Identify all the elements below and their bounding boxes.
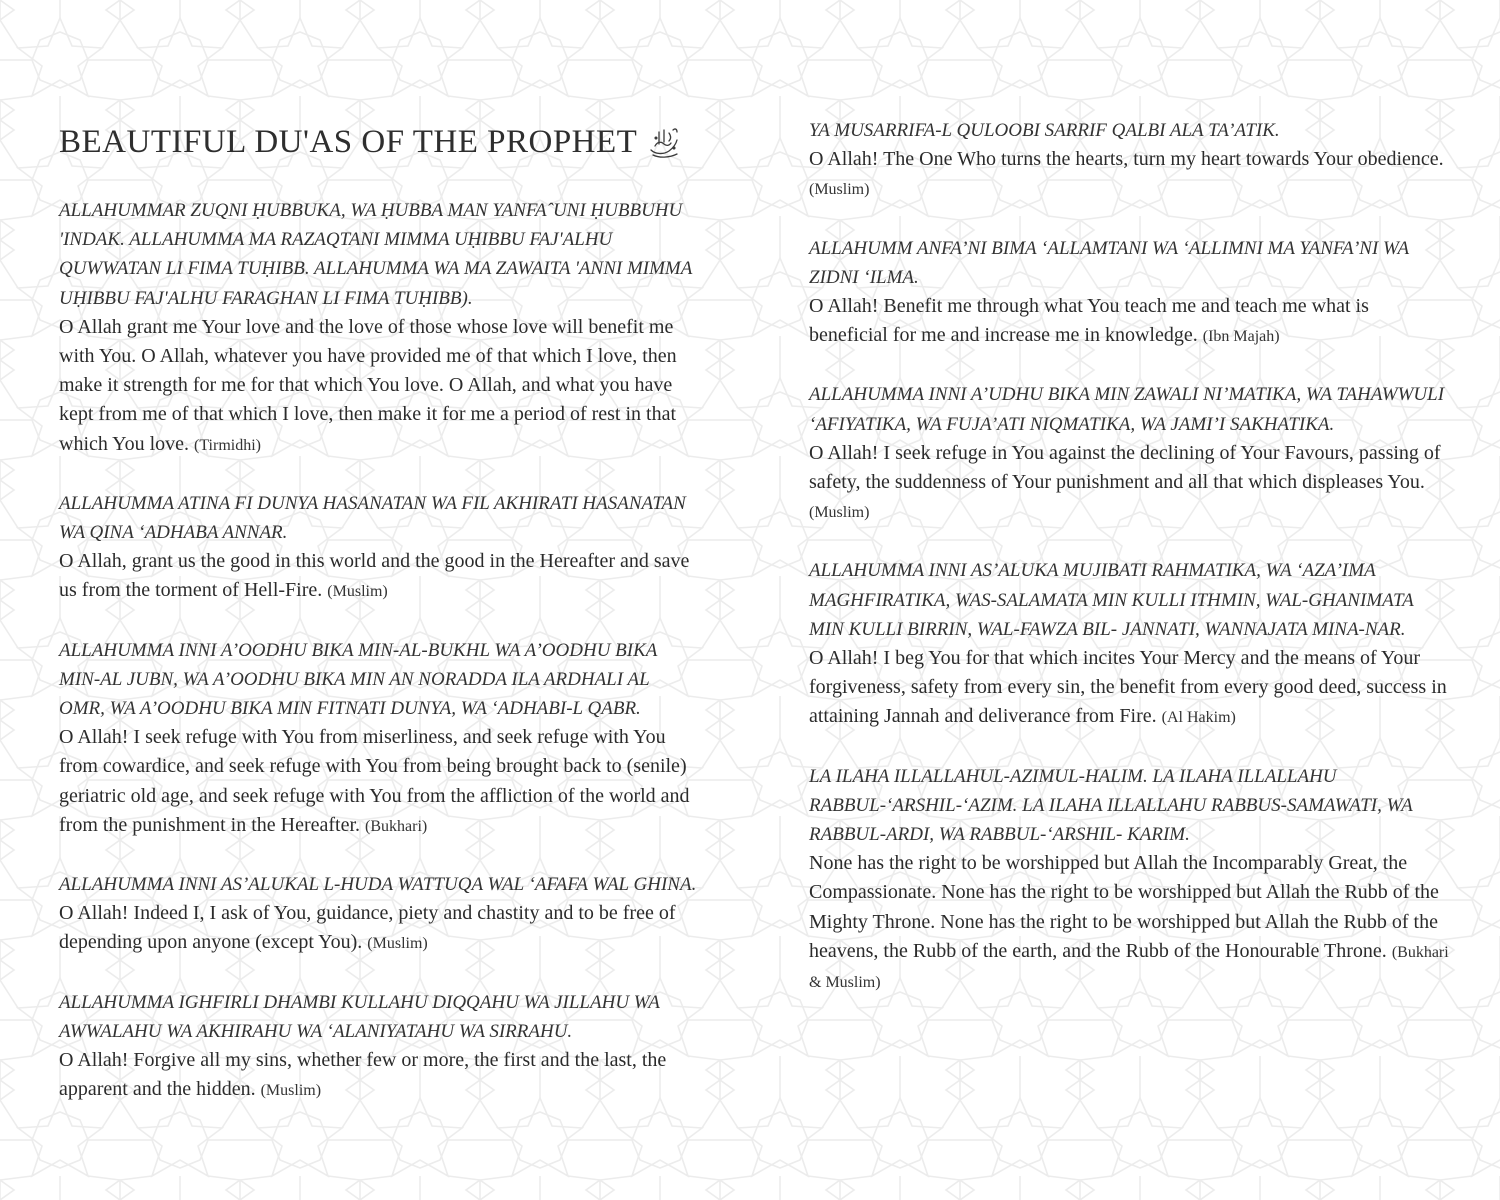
dua-translation xyxy=(59,1046,699,1105)
salawat-calligraphy-icon xyxy=(647,124,681,160)
dua-entry xyxy=(59,636,699,841)
dua-translation xyxy=(59,899,699,958)
dua-source: (Muslim) xyxy=(809,181,870,199)
dua-translation-text: O Allah! Indeed I, I ask of You, guidance, piety and chastity and to be free of depending upon anyone (except You). xyxy=(59,902,676,954)
dua-translation-text: O Allah! The One Who turns the hearts, turn my heart towards Your obedience. xyxy=(809,148,1444,171)
dua-translation-text: O Allah! I seek refuge in You against the declining of Your Favours, passing of safety, the suddenness of Your punishment and all that which displeases You. xyxy=(809,441,1441,494)
dua-translation xyxy=(59,313,699,460)
dua-source: (Bukhari) xyxy=(365,817,428,835)
dua-translation-text: O Allah! I beg You for that which incites Your Mercy and the means of Your forgiveness, safety from every sin, the benefit from every good deed, success in attaining Jannah and deliverance from Fire. xyxy=(809,647,1447,728)
dua-entry xyxy=(59,489,699,607)
dua-translation-text: O Allah! Benefit me through what You teach me and teach me what is beneficial for me and increase me in knowledge. xyxy=(809,295,1369,347)
dua-translation-text: O Allah! Forgive all my sins, whether few or more, the first and the last, the apparent and the hidden. xyxy=(59,1049,667,1101)
dua-translation-text: O Allah! I seek refuge with You from miserliness, and seek refuge with You from cowardice, and seek refuge with You from being brought back to (senile) geriatric old age, and seek refuge with You from the affliction of the world and from the punishment in the Hereafter. xyxy=(59,726,690,836)
dua-source: (Tirmidhi) xyxy=(194,436,261,454)
dua-entry xyxy=(809,556,1449,732)
dua-transliteration: ALLAHUMMA INNI AS’ALUKAL L-HUDA WATTUQA WAL ‘AFAFA WAL GHINA. xyxy=(59,874,697,896)
dua-source: (Muslim) xyxy=(809,504,870,522)
dua-source: (Ibn Majah) xyxy=(1202,328,1280,346)
dua-transliteration: ALLAHUMMA INNI AS’ALUKA MUJIBATI RAHMATIKA, WA ‘AZA’IMA MAGHFIRATIKA, WAS-SALAMATA MIN KULLI ITHMIN, WAL-GHANIMATA MIN KULLI BIRRIN, WAL-FAWZA BIL- JANNATI, WANNAJATA MINA-NAR. xyxy=(809,560,1414,640)
dua-transliteration: ALLAHUMMA ATINA FI DUNYA HASANATAN WA FIL AKHIRATI HASANATAN WA QINA ‘ADHABA ANNAR. xyxy=(59,492,686,544)
page-title-text: BEAUTIFUL DU'AS OF THE PROPHET xyxy=(59,124,638,160)
dua-transliteration: ALLAHUMMA IGHFIRLI DHAMBI KULLAHU DIQQAHU WA JILLAHU WA AWWALAHU WA AKHIRAHU WA ‘ALANIYATAHU WA SIRRAHU. xyxy=(59,991,660,1042)
right-column xyxy=(809,116,1449,997)
dua-entry xyxy=(59,870,699,959)
page-title xyxy=(59,118,699,166)
dua-entry xyxy=(809,380,1449,527)
dua-transliteration: LA ILAHA ILLALLAHUL-AZIMUL-HALIM. LA ILAHA ILLALLAHU RABBUL-‘ARSHIL-‘AZIM. LA ILAHA ILLALLAHU RABBUS-SAMAWATI, WA RABBUL-ARDI, WA RABBUL-‘ARSHIL- KARIM. xyxy=(809,765,1413,846)
dua-entry xyxy=(59,196,699,460)
dua-translation xyxy=(59,547,699,606)
dua-transliteration: ALLAHUMMA INNI A’OODHU BIKA MIN-AL-BUKHL WA A’OODHU BIKA MIN-AL JUBN, WA A’OODHU BIKA MIN AN NORADDA ILA ARDHALI AL OMR, WA A’OODHU BIKA MIN FITNATI DUNYA, WA ‘ADHABI-L QABR. xyxy=(59,639,658,720)
dua-transliteration: ALLAHUMMA INNI A’UDHU BIKA MIN ZAWALI NI’MATIKA, WA TAHAWWULI ‘AFIYATIKA, WA FUJA’ATI NIQMATIKA, WA JAMI’I SAKHATIKA. xyxy=(809,384,1445,435)
dua-entry xyxy=(809,762,1449,998)
dua-translation-text: None has the right to be worshipped but Allah the Incomparably Great, the Compassionate. None has the right to be worshipped but Allah the Rubb of the Mighty Throne. None has the right to be worshipped but Allah the Rubb of the heavens, the Rubb of the earth, and the Rubb of the Honourable Throne. xyxy=(809,852,1439,962)
dua-translation-text: O Allah grant me Your love and the love of those whose love will benefit me with You. O Allah, whatever you have provided me of that which I love, then make it strength for me for that which You love. O Allah, and what you have kept from me of that which I love, then make it for me a period of rest in that which You love. xyxy=(59,315,677,455)
dua-translation xyxy=(809,644,1449,733)
left-column xyxy=(59,118,699,1105)
dua-translation-text: O Allah, grant us the good in this world and the good in the Hereafter and save us from the torment of Hell-Fire. xyxy=(59,550,690,602)
dua-transliteration: ALLAHUMM ANFA’NI BIMA ‘ALLAMTANI WA ‘ALLIMNI MA YANFA’NI WA ZIDNI ‘ILMA. xyxy=(809,237,1409,288)
dua-transliteration: ALLAHUMMAR ZUQNI ḤUBBUKA, WA ḤUBBA MAN YANFAˆUNI ḤUBBUHU 'INDAK. ALLAHUMMA MA RAZAQTANI MIMMA UḤIBBU FAJ'ALHU QUWWATAN LI FIMA TUḤIBB. ALLAHUMMA WA MA ZAWAITA 'ANNI MIMMA UḤIBBU FAJ'ALHU FARAGHAN LI FIMA TUḤIBB). xyxy=(59,200,693,309)
dua-translation xyxy=(809,439,1449,528)
dua-entry xyxy=(59,988,699,1106)
dua-translation xyxy=(809,849,1449,997)
dua-source: (Muslim) xyxy=(367,935,428,953)
dua-translation xyxy=(809,145,1449,204)
dua-translation xyxy=(809,292,1449,351)
dua-source: (Al Hakim) xyxy=(1161,709,1236,727)
dua-source: (Muslim) xyxy=(327,583,388,601)
dua-transliteration: YA MUSARRIFA-L QULOOBI SARRIF QALBI ALA TA’ATIK. xyxy=(809,120,1280,141)
dua-source: (Bukhari & Muslim) xyxy=(809,943,1449,992)
dua-translation xyxy=(59,723,699,841)
dua-entry xyxy=(809,234,1449,352)
dua-source: (Muslim) xyxy=(260,1082,322,1100)
dua-entry xyxy=(809,116,1449,205)
